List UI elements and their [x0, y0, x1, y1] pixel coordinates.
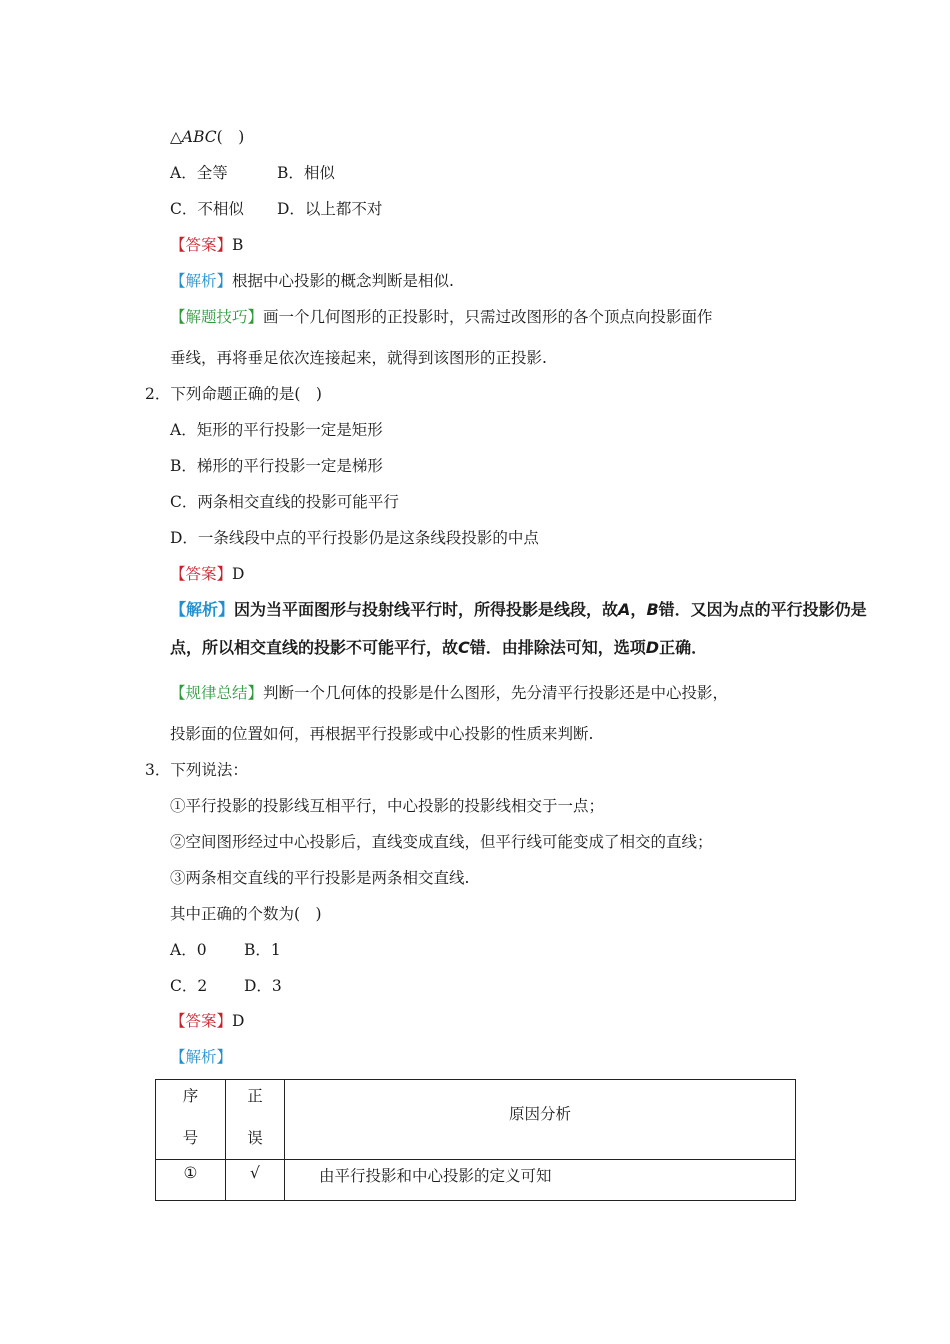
tip-tag: 【解题技巧】 — [170, 308, 264, 326]
q1-options-row2 — [170, 198, 382, 220]
q3-answer — [170, 1010, 244, 1032]
q3-option-c: C．2 — [170, 977, 208, 995]
header-serial — [156, 1080, 226, 1160]
q2-option-b: B．梯形的平行投影一定是梯形 — [170, 457, 383, 475]
rule-tag: 【规律总结】 — [170, 684, 264, 702]
q1-tip-line2: 垂线，再将垂足依次连接起来，就得到该图形的正投影. — [170, 349, 547, 367]
sep: ， — [630, 600, 647, 619]
analysis-text-1a: 因为当平面图形与投射线平行时，所得投影是线段，故 — [234, 600, 619, 619]
var-b: B — [646, 600, 659, 619]
q1-option-b: B．相似 — [277, 164, 335, 182]
q2-stem: 2．下列命题正确的是( ) — [145, 385, 322, 403]
var-c: C — [458, 638, 470, 657]
analysis-text-1b: 错．又因为点的平行投影仍是 — [658, 600, 867, 619]
triangle-symbol: △ — [170, 128, 182, 146]
analysis-text-2a: 点，所以相交直线的投影不可能平行，故 — [170, 638, 459, 657]
q3-options-row2 — [170, 975, 282, 997]
header-correctness-bottom: 误 — [247, 1129, 263, 1147]
var-a: A — [618, 600, 631, 619]
analysis-tag: 【解析】 — [170, 600, 235, 619]
answer-paren: ( ) — [216, 128, 245, 146]
q1-tip-line1 — [170, 306, 713, 328]
q3-question: 其中正确的个数为( ) — [170, 905, 322, 923]
analysis-text: 根据中心投影的概念判断是相似. — [232, 272, 454, 290]
q1-option-d: D．以上都不对 — [277, 200, 383, 218]
q2-answer — [170, 563, 244, 585]
row-serial: ① — [156, 1160, 226, 1201]
analysis-table — [155, 1079, 796, 1201]
q3-analysis — [170, 1046, 232, 1068]
q1-option-c: C．不相似 — [170, 200, 244, 218]
header-correctness — [226, 1080, 285, 1160]
header-correctness-top: 正 — [247, 1087, 263, 1105]
q3-item-3: ③两条相交直线的平行投影是两条相交直线. — [170, 869, 470, 887]
q3-options-row1 — [170, 939, 281, 961]
answer-value: D — [232, 565, 245, 583]
rule-text-1: 判断一个几何体的投影是什么图形，先分清平行投影还是中心投影， — [263, 684, 729, 702]
q1-analysis — [170, 270, 454, 292]
q1-option-a: A．全等 — [170, 164, 228, 182]
q2-option-c: C．两条相交直线的投影可能平行 — [170, 493, 399, 511]
q2-rule-line1 — [170, 682, 728, 704]
q3-stem: 3．下列说法： — [145, 761, 248, 779]
q1-answer — [170, 234, 243, 256]
q3-option-d: D．3 — [244, 977, 282, 995]
analysis-tag: 【解析】 — [170, 272, 233, 290]
q3-item-2: ②空间图形经过中心投影后，直线变成直线，但平行线可能变成了相交的直线； — [170, 833, 713, 851]
var-d: D — [645, 638, 660, 657]
answer-value: D — [232, 1012, 245, 1030]
table-header-row — [156, 1080, 796, 1160]
q2-analysis-line1 — [170, 599, 867, 621]
answer-tag: 【答案】 — [170, 1012, 233, 1030]
header-reason: 原因分析 — [285, 1080, 796, 1160]
answer-value: B — [232, 236, 244, 254]
triangle-name: ABC — [181, 128, 217, 146]
q2-analysis-line2 — [170, 637, 707, 659]
q1-stem-tail — [170, 126, 244, 148]
q1-options-row1 — [170, 162, 335, 184]
q2-rule-line2: 投影面的位置如何，再根据平行投影或中心投影的性质来判断. — [170, 725, 594, 743]
q3-option-a: A．0 — [170, 941, 207, 959]
q2-option-a: A．矩形的平行投影一定是矩形 — [170, 421, 383, 439]
analysis-tag: 【解析】 — [170, 1048, 233, 1066]
analysis-text-2b: 错．由排除法可知，选项 — [469, 638, 646, 657]
row-correctness: √ — [226, 1160, 285, 1201]
q3-option-b: B．1 — [244, 941, 281, 959]
header-serial-bottom: 号 — [182, 1129, 199, 1147]
q2-option-d: D．一条线段中点的平行投影仍是这条线段投影的中点 — [170, 529, 539, 547]
analysis-text-2c: 正确． — [659, 638, 708, 657]
row-reason: 由平行投影和中心投影的定义可知 — [285, 1160, 796, 1201]
header-serial-top: 序 — [182, 1087, 199, 1105]
answer-tag: 【答案】 — [170, 236, 233, 254]
q3-item-1: ①平行投影的投影线互相平行，中心投影的投影线相交于一点； — [170, 797, 605, 815]
answer-tag: 【答案】 — [170, 565, 233, 583]
tip-text-1: 画一个几何图形的正投影时，只需过改图形的各个顶点向投影面作 — [263, 308, 713, 326]
table-row — [156, 1160, 796, 1201]
